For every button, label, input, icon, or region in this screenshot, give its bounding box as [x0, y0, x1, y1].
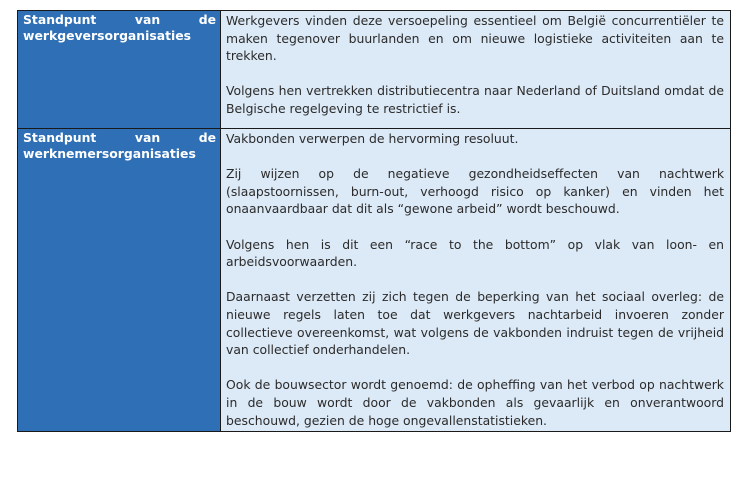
- header-word: Standpunt: [23, 12, 97, 27]
- row-header-employers: [18, 11, 221, 129]
- table-row-employers: [18, 11, 731, 129]
- header-word: Standpunt: [23, 130, 97, 145]
- row-header-line2: werknemersorganisaties: [23, 146, 196, 161]
- row-body-employees: [221, 129, 731, 432]
- row-header-line1: [23, 130, 216, 146]
- paragraph: Vakbonden verwerpen de hervorming resoluut.: [226, 131, 519, 146]
- table-row-employees: [18, 129, 731, 432]
- header-word: de: [198, 12, 216, 27]
- paragraph: Daarnaast verzetten zij zich tegen de beperking van het sociaal overleg: de nieuwe regels laten toe dat werkgevers nachtarbeid invoeren zonder collectieve overeenkomst, wat volgens de vakbonden indruist tegen de vrijheid van collectief onderhandelen.: [226, 289, 724, 358]
- header-word: de: [198, 130, 216, 145]
- row-header-line1: [23, 12, 216, 28]
- row-body-employers: [221, 11, 731, 129]
- header-word: van: [134, 12, 161, 27]
- paragraph: Volgens hen vertrekken distributiecentra naar Nederland of Duitsland omdat de Belgische regelgeving te restrictief is.: [226, 83, 724, 116]
- paragraph: Ook de bouwsector wordt genoemd: de opheffing van het verbod op nachtwerk in de bouw wordt door de vakbonden als gevaarlijk en onverantwoord beschouwd, gezien de hoge ongevallenstatistieken.: [226, 377, 724, 428]
- positions-table: [17, 10, 731, 432]
- paragraph: Werkgevers vinden deze versoepeling essentieel om België concurrentiëler te maken tegenover buurlanden en om nieuwe logistieke activiteiten aan te trekken.: [226, 13, 724, 64]
- paragraph: Volgens hen is dit een “race to the bottom” op vlak van loon- en arbeidsvoorwaarden.: [226, 236, 724, 270]
- row-header-employees: [18, 129, 221, 432]
- header-word: van: [134, 130, 161, 145]
- paragraph: Zij wijzen op de negatieve gezondheidseffecten van nachtwerk (slaapstoornissen, burn-out, verhoogd risico op kanker) en vinden het onaanvaardbaar dat dit als “gewone arbeid” wordt beschouwd.: [226, 166, 724, 217]
- row-header-line2: werkgeversorganisaties: [23, 28, 192, 43]
